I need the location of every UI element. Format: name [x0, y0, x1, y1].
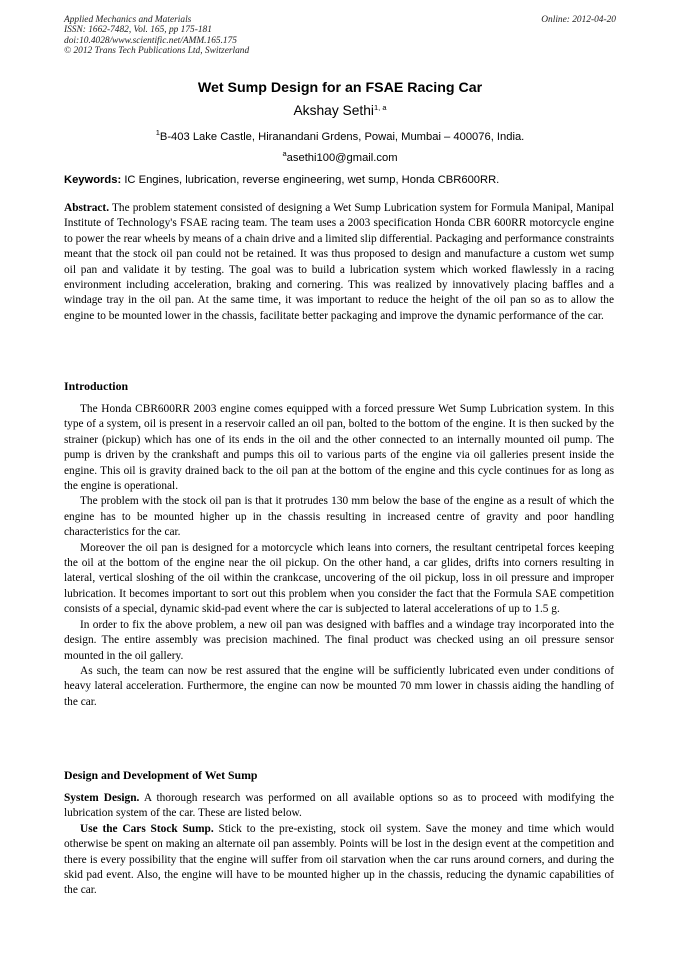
intro-paragraph: In order to fix the above problem, a new oil pan was designed with baffles and a windage tray incorporated into the design. The entire assembly was precision machined. The final product was checked using an oil pressure sensor mounted in the oil gallery. — [64, 618, 614, 662]
affiliation-text: B-403 Lake Castle, Hiranandani Grdens, Powai, Mumbai – 400076, India. — [159, 131, 525, 143]
stock-sump-paragraph — [64, 822, 614, 899]
keywords-text: IC Engines, lubrication, reverse engineering, wet sump, Honda CBR600RR. — [124, 174, 500, 186]
journal-header — [64, 15, 616, 57]
keywords-label: Keywords: — [64, 174, 122, 186]
author-sup: 1, a — [374, 103, 387, 112]
abstract-label: Abstract. — [64, 202, 110, 214]
issn-line: ISSN: 1662-7482, Vol. 165, pp 175-181 — [64, 25, 212, 36]
author-line — [64, 103, 616, 118]
paper-title: Wet Sump Design for an FSAE Racing Car — [197, 80, 483, 96]
stock-sump-text: Stick to the pre-existing, stock oil system. Save the money and time which would otherwise be spent on making an alternate oil pan assembly. Points will be lost in the design event at the competition and there is every possibility that the engine will suffer from oil starvation when the car runs around corners, and during the skid pad event. Also, the engine will have to be mounted higher up in the chassis, reducing the dynamic capabilities of the car. — [64, 822, 614, 897]
affiliation — [64, 128, 616, 143]
system-design-text: A thorough research was performed on all available options so as to proceed with modifying the lubrication system of the car. These are listed below. — [64, 792, 614, 820]
intro-paragraph: The problem with the stock oil pan is that it protrudes 130 mm below the base of the engine as a result of which the engine has to be mounted higher up in the chassis resulting in increased centre of gravity and poor handling characteristics for the car. — [64, 495, 614, 539]
introduction-heading: Introduction — [64, 379, 129, 393]
copyright-line: © 2012 Trans Tech Publications Ltd, Switzerland — [64, 46, 250, 57]
abstract-text: The problem statement consisted of designing a Wet Sump Lubrication system for Formula Manipal, Manipal Institute of Technology's FSAE racing team. The team uses a 2003 specification Honda CBR 600RR motorcycle engine to power the rear wheels by means of a chain drive and a limited slip differential. Packaging and performance constraints meant that the stock oil pan could not be retained. It was thus proposed to design and manufacture a custom wet sump oil pan and validate it by testing. The goal was to build a lubrication system which worked flawlessly in a racing environment including acceleration, braking and cornering. This was realized by innovatively placing baffles and a windage tray in the oil pan. At the same time, it was important to reduce the height of the oil pan so as to allow the engine to be mounted lower in the chassis, facilitate better packaging and improve the dynamic performance of the car. — [64, 202, 614, 322]
system-design-paragraph — [64, 791, 614, 822]
system-design-label: System Design. — [64, 792, 140, 804]
doi-line: doi:10.4028/www.scientific.net/AMM.165.175 — [64, 35, 237, 46]
abstract — [64, 201, 614, 324]
email-address[interactable]: asethi100@gmail.com — [286, 152, 398, 164]
design-heading: Design and Development of Wet Sump — [64, 768, 258, 782]
intro-paragraph: As such, the team can now be rest assured that the engine will be sufficiently lubricated even under conditions of heavy lateral acceleration. Furthermore, the engine can now be mounted 70 mm lower in chassis aiding the handling of the car. — [64, 664, 614, 708]
author-name: Akshay Sethi — [293, 103, 374, 118]
stock-sump-label: Use the Cars Stock Sump. — [80, 822, 214, 835]
email-sup: a — [282, 149, 287, 158]
keywords — [64, 174, 616, 186]
online-date: Online: 2012-04-20 — [541, 15, 616, 25]
email-line — [64, 149, 616, 164]
introduction-body — [64, 402, 614, 710]
affiliation-sup: 1 — [155, 128, 160, 137]
design-body — [64, 791, 614, 899]
intro-paragraph: The Honda CBR600RR 2003 engine comes equipped with a forced pressure Wet Sump Lubrication system. In this type of a system, oil is present in a reservoir called an oil pan, bolted to the bottom of the engine. It is then sucked by the strainer (pickup) which has one of its ends in the oil and the other connected to an internally mounted oil pump. The pump is driven by the crankshaft and pumps this oil to various parts of the engine via oil galleries present inside the engine. This oil is gravity drained back to the oil pan at the bottom of the engine and this cycle continues for as long as the engine is operational. — [64, 403, 614, 493]
journal-name: Applied Mechanics and Materials — [64, 15, 192, 25]
intro-paragraph: Moreover the oil pan is designed for a motorcycle which leans into corners, the resultant centripetal forces keeping the oil at the bottom of the engine near the oil pickup. On the other hand, a car glides, drifts into corners resulting in lateral, vertical sloshing of the oil within the crankcase, uncovering of the oil pickup, loss in oil pressure and improper lubrication. It becomes important to sort out this problem when you consider the fact that the Formula SAE competition consists of a special, dynamic skid-pad event where the car is subjected to lateral accelerations of up to 1.5 g. — [64, 541, 614, 616]
